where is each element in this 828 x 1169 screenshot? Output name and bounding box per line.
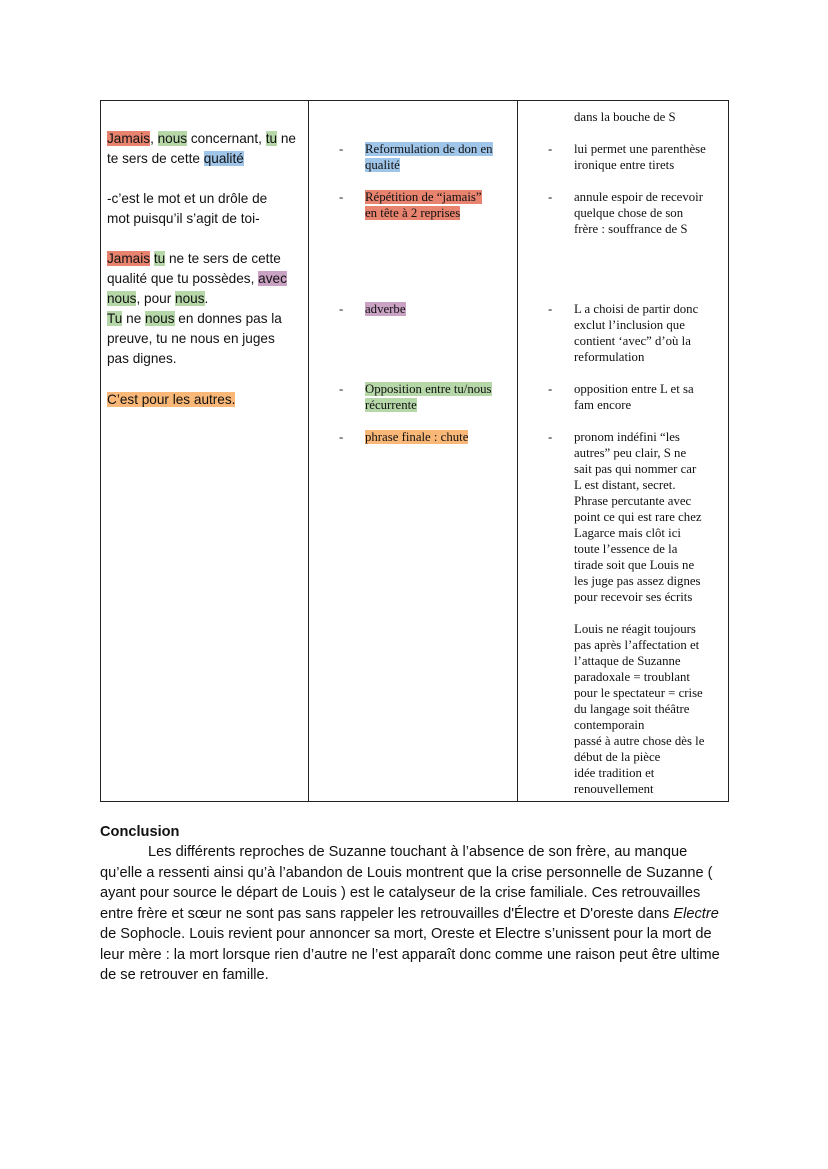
conclusion-paragraph: Les différents reproches de Suzanne touchant à l’absence de son frère, au manque qu’elle a ressenti ainsi qu’à l’abandon de Louis montrent que la crise personnelle de Suzanne ( ayant pour source le départ de Louis ) est le catalyseur de la crise familiale. Ces retrouvailles entre frère et sœur ne sont pas sans rappeler les retrouvailles d'Électre et D'oreste dans Electre de Sophocle. Louis revient pour annoncer sa mort, Oreste et Electre s’unissent pour la mort de leur mère : la mort lorsque rien d’autre ne l’est apparaît donc comme une raison peut être ultime de se retrouver en famille. bbox=[100, 844, 720, 983]
hl-final-sentence: C’est pour les autres. bbox=[107, 392, 236, 407]
bullet-dash: - bbox=[548, 142, 553, 156]
bullet-dash: - bbox=[339, 382, 344, 396]
interpretation-continued: dans la bouche de S bbox=[574, 110, 676, 124]
hl-tu: Tu bbox=[107, 311, 123, 326]
bullet-dash: - bbox=[548, 190, 553, 204]
hl-nous: nous bbox=[175, 291, 205, 306]
work-title: Electre bbox=[673, 905, 719, 922]
bullet-dash: - bbox=[339, 302, 344, 316]
conclusion-heading: Conclusion bbox=[100, 824, 180, 840]
conclusion-section bbox=[100, 822, 730, 986]
hl-tu: tu bbox=[153, 251, 166, 266]
bullet-dash: - bbox=[339, 190, 344, 204]
interpretation-column: dans la bouche de S - lui permet une parenthèse ironique entre tirets - annule espoir de recevoir quelque chose de son frère : souffrance de S - L a choisi de partir donc exclut l’inclusion que contient ‘avec” d’où la reformulation - opposition entre L et sa fam encore - pronom indéfini “les autres” peu clair, S ne sait pas qui nommer car L est distant, secret. Phrase percutante avec point ce qui est rare chez Lagarce mais clôt ici toute l’essence de la tirade soit que Louis ne les juge pas assez dignes pour recevoir ses écrits Louis ne réagit toujours pas après l’affectation et l’attaque de Suzanne paradoxale = troublant pour le spectateur = crise du langage soit théâtre contemporain passé à autre chose dès le début de la pièce idée tradition et renouvellement bbox=[518, 101, 729, 802]
bullet-dash: - bbox=[339, 142, 344, 156]
quote-paragraph-4 bbox=[107, 390, 307, 410]
quote-paragraph-2: -c’est le mot et un drôle de mot puisqu’il s’agit de toi- bbox=[107, 191, 268, 226]
device-column: - Reformulation de don en qualité - Répétition de “jamais” en tête à 2 reprises - adverbe - Opposition entre tu/nous récurrente - phrase finale : chute bbox=[309, 101, 518, 802]
hl-jamais: Jamais bbox=[107, 251, 151, 266]
interpretation-final-note: Louis ne réagit toujours pas après l’affectation et l’attaque de Suzanne paradoxale = troublant pour le spectateur = crise du langage soit théâtre contemporain passé à autre chose dès le début de la pièce idée tradition et renouvellement bbox=[574, 622, 705, 796]
hl-nous: nous bbox=[157, 131, 188, 146]
hl-qualite: qualité bbox=[203, 151, 244, 166]
quote-paragraph-1: Jamais, nous concernant, tu ne te sers de cette qualité bbox=[107, 131, 296, 166]
bullet-dash: - bbox=[339, 430, 344, 444]
hl-nous: nous bbox=[145, 311, 175, 326]
hl-avec: avec bbox=[258, 271, 287, 286]
hl-tu: tu bbox=[265, 131, 278, 146]
quote-paragraph-3: Jamais tu ne te sers de cette qualité que tu possèdes, avec nous, pour nous. Tu ne nous en donnes pas la preuve, tu ne nous en juges pas dignes. bbox=[107, 251, 287, 366]
bullet-dash: - bbox=[548, 302, 553, 316]
bullet-dash: - bbox=[548, 430, 553, 444]
bullet-dash: - bbox=[548, 382, 553, 396]
analysis-table bbox=[100, 100, 729, 802]
quote-column bbox=[101, 101, 309, 802]
hl-nous: nous bbox=[107, 291, 137, 306]
hl-jamais: Jamais bbox=[107, 131, 151, 146]
